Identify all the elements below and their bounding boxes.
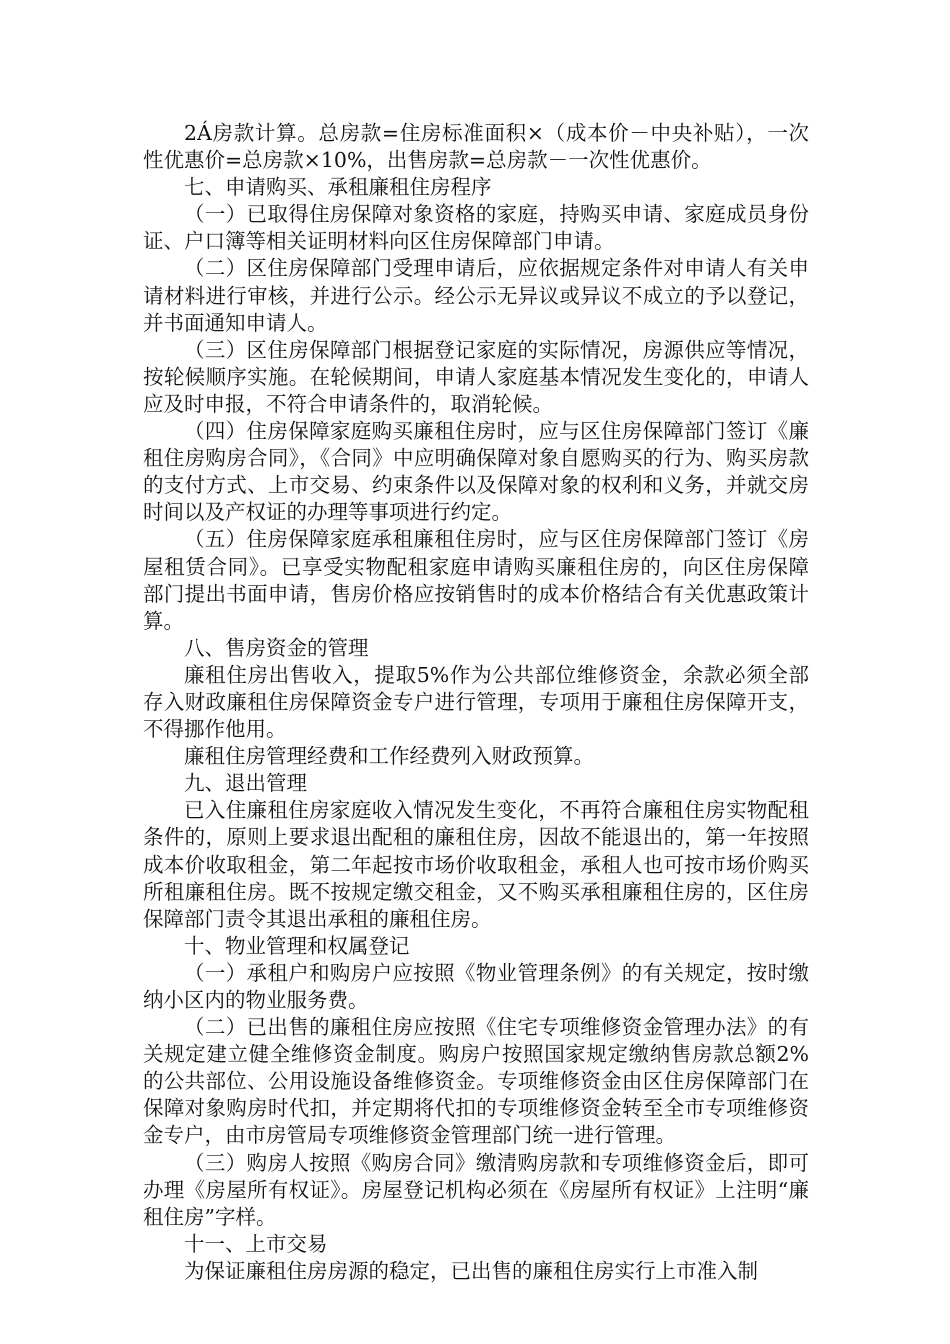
document-body: [143, 120, 809, 1285]
paragraph-8-1: 廉租住房出售收入，提取5%作为公共部位维修资金，余款必须全部存入财政廉租住房保障资金专户进行管理，专项用于廉租住房保障开支，不得挪作他用。: [143, 662, 809, 742]
paragraph-10-2: （二）已出售的廉租住房应按照《住宅专项维修资金管理办法》的有关规定建立健全维修资金制度。购房户按照国家规定缴纳售房款总额2%的公共部位、公用设施设备维修资金。专项维修资金由区住房保障部门在保障对象购房时代扣，并定期将代扣的专项维修资金转至全市专项维修资金专户，由市房管局专项维修资金管理部门统一进行管理。: [143, 1015, 809, 1148]
paragraph-7-2: （二）区住房保障部门受理申请后，应依据规定条件对申请人有关申请材料进行审核，并进行公示。经公示无异议或异议不成立的予以登记，并书面通知申请人。: [143, 256, 809, 335]
section-heading-10: 十、物业管理和权属登记: [184, 933, 410, 958]
paragraph-7-1: （一）已取得住房保障对象资格的家庭，持购买申请、家庭成员身份证、户口簿等相关证明材料向区住房保障部门申请。: [143, 202, 809, 254]
paragraph-7-5: （五）住房保障家庭承租廉租住房时，应与区住房保障部门签订《房屋租赁合同》。已享受实物配租家庭申请购买廉租住房的，向区住房保障部门提出书面申请，售房价格应按销售时的成本价格结合有关优惠政策计算。: [143, 527, 809, 633]
paragraph-10-1: （一）承租户和购房户应按照《物业管理条例》的有关规定，按时缴纳小区内的物业服务费。: [143, 960, 809, 1012]
section-heading-8: 八、售房资金的管理: [184, 635, 369, 660]
section-heading-11: 十一、上市交易: [184, 1231, 328, 1256]
paragraph-7-3: （三）区住房保障部门根据登记家庭的实际情况，房源供应等情况，按轮候顺序实施。在轮候期间，申请人家庭基本情况发生变化的，申请人应及时申报，不符合申请条件的，取消轮候。: [143, 337, 809, 416]
paragraph-11-1: 为保证廉租住房房源的稳定，已出售的廉租住房实行上市准入制: [184, 1258, 758, 1283]
paragraph-9-1: 已入住廉租住房家庭收入情况发生变化，不再符合廉租住房实物配租条件的，原则上要求退出配租的廉租住房，因故不能退出的，第一年按照成本价收取租金，第二年起按市场价收取租金，承租人也可按市场价购买所租廉租住房。既不按规定缴交租金，又不购买承租廉租住房的，区住房保障部门责令其退出承租的廉租住房。: [143, 798, 809, 931]
paragraph-10-3: （三）购房人按照《购房合同》缴清购房款和专项维修资金后，即可办理《房屋所有权证》。房屋登记机构必须在《房屋所有权证》上注明“廉租住房”字样。: [143, 1150, 809, 1229]
paragraph-8-2: 廉租住房管理经费和工作经费列入财政预算。: [184, 744, 594, 769]
paragraph-house-payment-calc: 2Á房款计算。总房款=住房标准面积×（成本价－中央补贴），一次性优惠价=总房款×10%，出售房款=总房款－一次性优惠价。: [143, 121, 809, 173]
section-heading-9: 九、退出管理: [184, 771, 307, 796]
section-heading-7: 七、申请购买、承租廉租住房程序: [184, 175, 492, 200]
paragraph-7-4: （四）住房保障家庭购买廉租住房时，应与区住房保障部门签订《廉租住房购房合同》，《合同》中应明确保障对象自愿购买的行为、购买房款的支付方式、上市交易、约束条件以及保障对象的权利和义务，并就交房时间以及产权证的办理等事项进行约定。: [143, 419, 809, 525]
